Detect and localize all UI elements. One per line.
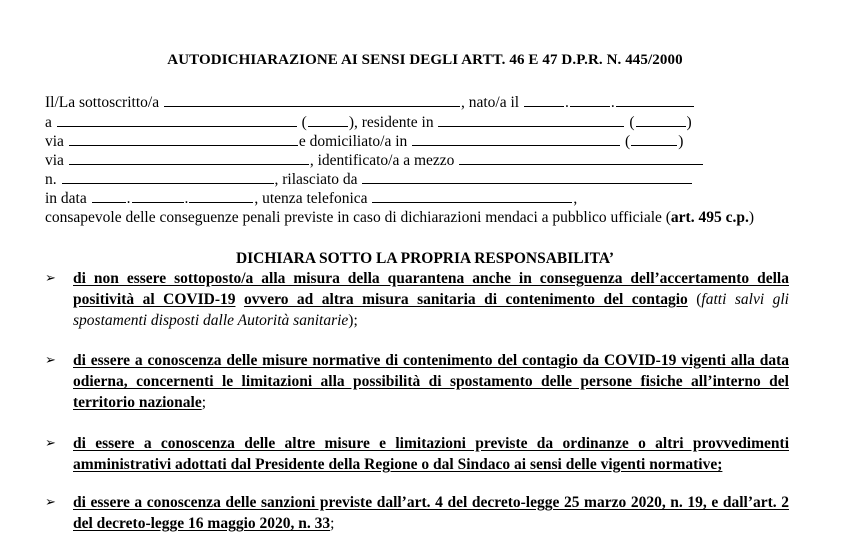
date-separator: .: [126, 190, 131, 207]
arrow-bullet-icon: ➢: [45, 495, 56, 510]
bullet-end: ;: [330, 515, 335, 532]
arrow-bullet-icon: ➢: [45, 271, 56, 286]
consapevole-text: consapevole delle conseguenze penali previste in caso di dichiarazioni mendaci a pubblico ufficiale (: [45, 209, 671, 226]
date-separator: .: [184, 190, 189, 207]
blank-phone[interactable]: [372, 189, 572, 203]
label-via: via: [45, 152, 64, 169]
paren-close: ): [748, 209, 755, 226]
form-line-consapevole: [45, 208, 795, 227]
bullet-bold-text: di essere a conoscenza delle sanzioni previste dall’art. 4 del decreto-legge 25 marzo 2020, n. 19, e dall’art. 2 del decreto-legge 16 maggio 2020, n. 33: [73, 494, 789, 532]
form-line-name: [45, 93, 695, 112]
bullet-bold-text: ovvero ad altra misura sanitaria di contenimento del contagio: [243, 291, 688, 308]
label-nato-il: , nato/a il: [460, 94, 520, 111]
date-separator: .: [610, 94, 615, 111]
bullet-end: );: [348, 312, 358, 329]
bullet-italic-text: fatti salvi gli spostamenti disposti dalle Autorità sanitarie: [73, 291, 789, 329]
bullet-paren: (: [687, 291, 702, 308]
blank-residence-city[interactable]: [438, 113, 624, 127]
paren-open: (: [625, 133, 631, 150]
form-line-document: [45, 170, 693, 189]
paren-open: (: [629, 114, 635, 131]
blank-birth-year[interactable]: [616, 93, 694, 107]
date-separator: .: [564, 94, 569, 111]
blank-issue-year[interactable]: [189, 189, 253, 203]
blank-name[interactable]: [164, 93, 460, 107]
blank-residence-street[interactable]: [69, 132, 298, 146]
blank-birth-province[interactable]: [308, 113, 348, 127]
label-in-data: in data: [45, 190, 87, 207]
paren-close: ): [678, 133, 684, 150]
form-line-domicile-street: [45, 151, 704, 170]
blank-issue-day[interactable]: [92, 189, 126, 203]
form-line-birthplace: [45, 113, 692, 132]
paren-open: (: [301, 114, 307, 131]
label-residente-in: ), residente in: [348, 114, 434, 131]
bullet-bold-text: di essere a conoscenza delle altre misure e limitazioni previste da ordinanze o altri provvedimenti amministrativi adottati dal Presidente della Regione o dal Sindaco ai sensi delle vigenti normative;: [73, 435, 789, 473]
blank-domicile-province[interactable]: [631, 132, 677, 146]
label-utenza-telefonica: , utenza telefonica: [254, 190, 368, 207]
form-line-residence-street: [45, 132, 683, 151]
document-title: AUTODICHIARAZIONE AI SENSI DEGLI ARTT. 46 E 47 D.P.R. N. 445/2000: [167, 52, 683, 68]
blank-domicile-city[interactable]: [412, 132, 620, 146]
label-sottoscritto: Il/La sottoscritto/a: [45, 94, 160, 111]
label-a: a: [45, 114, 52, 131]
blank-birth-day[interactable]: [524, 93, 564, 107]
paren-close: ): [686, 114, 692, 131]
blank-issuer[interactable]: [362, 170, 692, 184]
blank-domicile-street[interactable]: [69, 151, 309, 165]
bullet-end: ;: [201, 394, 207, 411]
blank-residence-province[interactable]: [636, 113, 686, 127]
label-domiciliato-in: e domiciliato/a in: [298, 133, 408, 150]
bullet-space: [235, 291, 243, 308]
blank-document-type[interactable]: [459, 151, 703, 165]
blank-birthplace[interactable]: [57, 113, 297, 127]
label-numero: n.: [45, 171, 57, 188]
blank-birth-month[interactable]: [570, 93, 610, 107]
label-rilasciato-da: , rilasciato da: [274, 171, 358, 188]
law-reference: art. 495 c.p.: [670, 209, 749, 226]
blank-issue-month[interactable]: [132, 189, 184, 203]
declaration-heading: DICHIARA SOTTO LA PROPRIA RESPONSABILITA’: [235, 250, 615, 267]
arrow-bullet-icon: ➢: [45, 353, 56, 368]
list-item-text: [73, 268, 789, 331]
blank-document-number[interactable]: [62, 170, 274, 184]
form-line-issue-date: [45, 189, 577, 208]
bullet-bold-text: di non essere sottoposto/a alla misura della quarantena anche in conseguenza dell’accertamento della positività al COVID-19: [73, 270, 789, 308]
label-via: via: [45, 133, 64, 150]
list-item-text: [73, 350, 789, 413]
list-item-text: [73, 492, 789, 534]
label-identificato: , identificato/a a mezzo: [309, 152, 455, 169]
arrow-bullet-icon: ➢: [45, 436, 56, 451]
list-item-text: [73, 433, 789, 475]
comma: ,: [573, 190, 578, 207]
bullet-bold-text: di essere a conoscenza delle misure normative di contenimento del contagio da COVID-19 vigenti alla data odierna, concernenti le limitazioni alla possibilità di spostamento delle persone fisiche all’interno del territorio nazionale: [73, 352, 789, 411]
